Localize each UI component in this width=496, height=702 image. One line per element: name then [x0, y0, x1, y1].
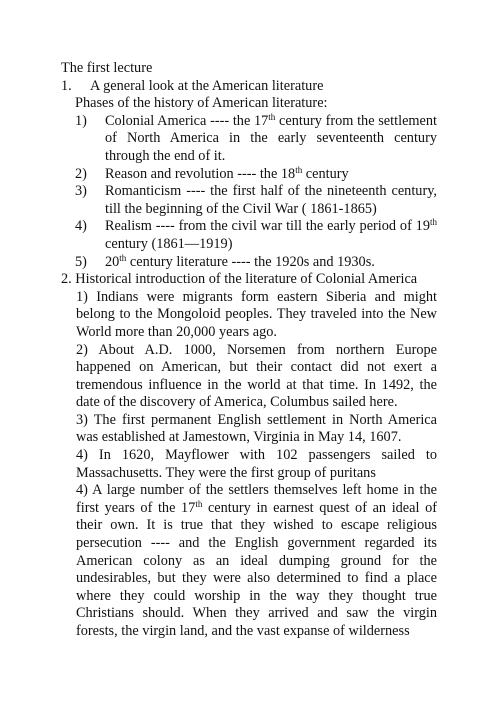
- history-paragraph-1: 1) Indians were migrants form eastern Siberia and might belong to the Mongoloid peoples. They traveled into the New World more than 20,000 years ago.: [76, 288, 437, 340]
- phase-text: Reason and revolution ---- the 18th century: [105, 164, 349, 182]
- phase-text: Colonial America ---- the 17th century from the settlement of North America in the early seventeenth century through the end of it.: [105, 111, 438, 164]
- phase-item-5: [75, 254, 437, 272]
- phase-number: 1): [75, 112, 87, 129]
- phase-item-4: [75, 218, 437, 253]
- phase-text: 20th century literature ---- the 1920s and 1930s.: [105, 252, 375, 270]
- phase-number: 2): [75, 165, 87, 182]
- phase-item-1: [75, 113, 437, 166]
- phases-label: Phases of the history of American literature:: [75, 95, 328, 112]
- phase-text: Realism ---- from the civil war till the early period of 19th century (1861—1919): [105, 217, 437, 252]
- lecture-title: The first lecture: [61, 60, 153, 76]
- section-1-number: 1.: [61, 77, 72, 94]
- history-paragraph-4: 4) In 1620, Mayflower with 102 passengers sailed to Massachusetts. They were the first group of puritans: [76, 447, 437, 481]
- phase-number: 4): [75, 218, 87, 235]
- section-1-title: A general look at the American literature: [90, 77, 324, 94]
- phase-item-3: [75, 183, 437, 218]
- section-1-heading: [61, 78, 437, 96]
- phase-number: 5): [75, 253, 87, 270]
- document-page: [61, 60, 437, 641]
- phase-text: Romanticism ---- the first half of the nineteenth century, till the beginning of the Civil War ( 1861-1865): [105, 183, 437, 217]
- history-paragraph-3: 3) The first permanent English settlement in North America was established at Jamestown, Virginia in May 14, 1607.: [76, 411, 437, 446]
- phase-number: 3): [75, 183, 87, 200]
- history-paragraph-2: 2) About A.D. 1000, Norsemen from northern Europe happened on American, but their contact did not exert a tremendous influence in the world at that time. In 1492, the date of the discovery of America, Columbus sailed here.: [76, 341, 437, 411]
- section-2-heading: 2. Historical introduction of the literature of Colonial America: [61, 271, 418, 288]
- phase-item-2: [75, 166, 437, 184]
- history-paragraph-5: 4) A large number of the settlers themselves left home in the first years of the 17th century in earnest quest of an ideal of their own. It is true that they wished to escape religious persecution ---- and the English government regarded its American colony as an ideal dumping ground for the undesirables, but they were also determined to find a place where they could worship in the way they thought true Christians should. When they arrived and saw the virgin forests, the virgin land, and the vast expanse of wilderness: [76, 482, 437, 639]
